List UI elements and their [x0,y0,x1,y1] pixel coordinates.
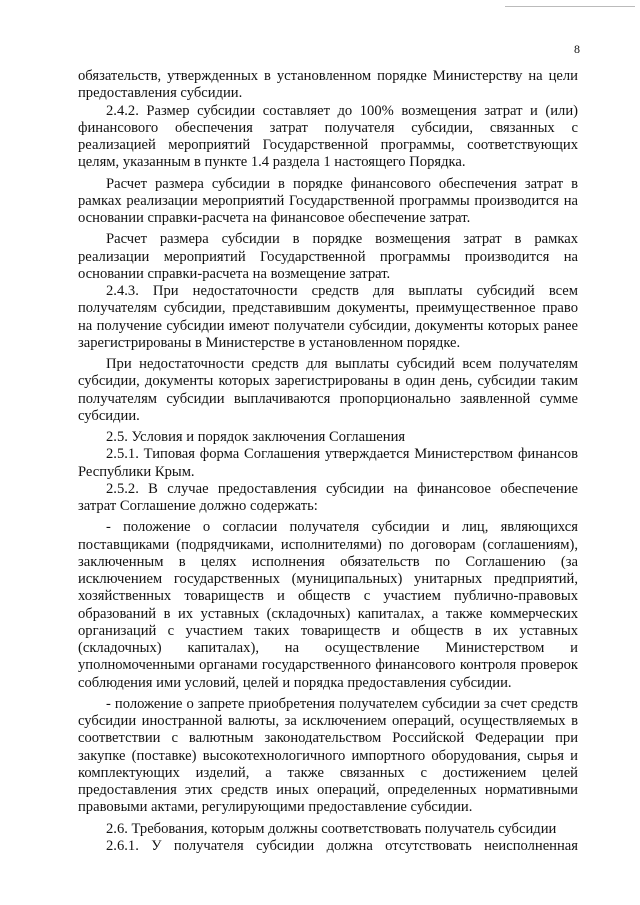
document-body [78,68,578,855]
paragraph-1: обязательств, утвержденных в установленном порядке Министерству на цели предоставления субсидии. [78,68,578,102]
paragraph-2: 2.4.2. Размер субсидии составляет до 100% возмещения затрат и (или) финансового обеспечения затрат получателя субсидии, связанных с реализацией мероприятий Государственной программы, соответствующих целям, указанным в пункте 1.4 раздела 1 настоящего Порядка. [78,102,578,171]
section-heading-2-6: 2.6. Требования, которым должны соответствовать получатель субсидии [106,820,557,837]
paragraph-9: 2.5.2. В случае предоставления субсидии на финансовое обеспечение затрат Соглашение должно содержать: [78,480,578,514]
top-divider [505,6,635,7]
paragraph-11: - положение о запрете приобретения получателем субсидии за счет средств субсидии иностранной валюты, за исключением операций, осуществляемых в соответствии с валютным законодательством Российской Федерации при закупке (поставке) высокотехнологичного импортного оборудования, сырья и комплектующих изделий, а также связанных с достижением целей предоставления этих средств иных операций, определенных нормативными правовыми актами, регулирующими предоставление субсидии. [78,695,578,816]
paragraph-5: 2.4.3. При недостаточности средств для выплаты субсидий всем получателям субсидии, представившим документы, преимущественное право на получение субсидии имеют получатели субсидии, документы которых ранее зарегистрированы в Министерстве в установленном порядке. [78,283,578,351]
section-heading-2-5: 2.5. Условия и порядок заключения Соглашения [106,429,406,445]
paragraph-8: 2.5.1. Типовая форма Соглашения утверждается Министерством финансов Республики Крым. [78,446,578,480]
page-number: 8 [574,42,580,56]
paragraph-10: - положение о согласии получателя субсидии и лиц, являющихся поставщиками (подрядчиками, исполнителями) по договорам (соглашениям), заключенным в целях исполнения обязательств по Соглашению (за исключением государственных (муниципальных) унитарных предприятий, хозяйственных товариществ и обществ с участием публично-правовых образований в их уставных (складочных) капиталах, а также коммерческих организаций с участием таких товариществ и обществ в их уставных (складочных) капиталах), на осуществление Министерством и уполномоченными органами государственного финансового контроля проверок соблюдения ими условий, целей и порядка предоставления субсидии. [78,519,578,691]
paragraph-3: Расчет размера субсидии в порядке финансового обеспечения затрат в рамках реализации мероприятий Государственной программы производится на основании справки-расчета на финансовое обеспечение затрат. [78,175,578,226]
paragraph-13: 2.6.1. У получателя субсидии должна отсутствовать неисполненная [106,837,578,854]
paragraph-4: Расчет размера субсидии в порядке возмещения затрат в рамках реализации мероприятий Государственной программы производится на основании справки-расчета на возмещение затрат. [78,231,578,282]
paragraph-6: При недостаточности средств для выплаты субсидий всем получателям субсидии, документы которых зарегистрированы в один день, субсидии таким получателям субсидии выплачиваются пропорционально заявленной сумме субсидии. [78,356,578,424]
